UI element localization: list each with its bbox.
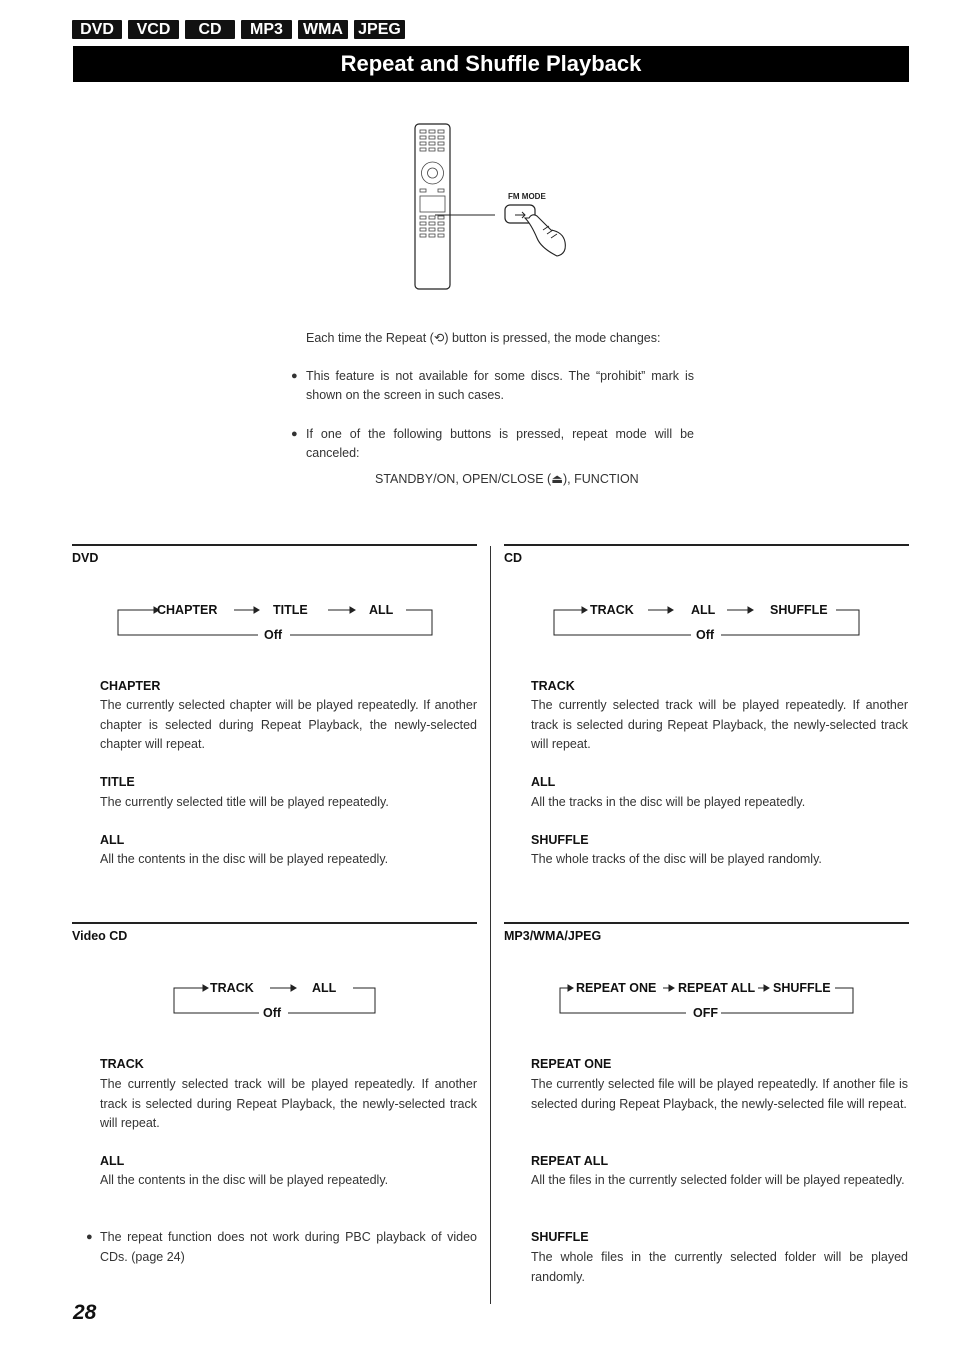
flow-shuffle: SHUFFLE	[770, 603, 828, 617]
tag-cd: CD	[185, 20, 235, 39]
fm-mode-label: FM MODE	[508, 192, 546, 201]
flow-all: ALL	[691, 603, 716, 617]
tag-jpeg: JPEG	[354, 20, 405, 39]
section-rule	[504, 544, 909, 546]
section-heading-dvd: DVD	[72, 551, 99, 565]
flow-title: TITLE	[273, 603, 308, 617]
flow-track: TRACK	[590, 603, 634, 617]
repeat-icon: ⟲	[433, 331, 445, 345]
item-heading: REPEAT ONE	[531, 1057, 612, 1071]
bullet-icon: ●	[86, 1231, 93, 1243]
intro-line: Each time the Repeat (⟲) button is pressed, the mode changes:	[306, 331, 661, 345]
item-heading: ALL	[531, 775, 556, 789]
tag-mp3: MP3	[241, 20, 292, 39]
bullet-icon: ●	[291, 428, 298, 440]
item-heading: REPEAT ALL	[531, 1154, 609, 1168]
item-heading: ALL	[100, 1154, 125, 1168]
cancel-buttons-line: STANDBY/ON, OPEN/CLOSE (⏏), FUNCTION	[375, 472, 639, 486]
page-number: 28	[73, 1301, 97, 1324]
tag-dvd: DVD	[72, 20, 122, 39]
remote-illustration	[405, 118, 585, 298]
flow-repeat-all: REPEAT ALL	[678, 981, 756, 995]
page-title: Repeat and Shuffle Playback	[73, 46, 909, 82]
section-heading-vcd: Video CD	[72, 929, 128, 943]
section-rule	[72, 922, 477, 924]
item-text: The whole files in the currently selected folder will be played randomly.	[531, 1250, 908, 1284]
flow-repeat-one: REPEAT ONE	[576, 981, 657, 995]
section-heading-cd: CD	[504, 551, 523, 565]
item-heading: SHUFFLE	[531, 1230, 589, 1244]
flow-chapter: CHAPTER	[157, 603, 218, 617]
tag-wma: WMA	[298, 20, 348, 39]
item-text: All the tracks in the disc will be played repeatedly.	[531, 795, 806, 809]
item-text: All the contents in the disc will be played repeatedly.	[100, 852, 389, 866]
intro-bullet-1: ● This feature is not available for some discs. The “prohibit” mark is shown on the screen in such cases.	[291, 369, 694, 402]
tag-vcd: VCD	[128, 20, 179, 39]
item-text: The currently selected file will be played repeatedly. If another file is selected during Repeat Playback, the newly-selected file will repeat.	[531, 1077, 908, 1111]
flow-off: Off	[263, 1006, 282, 1020]
flow-off: Off	[264, 628, 283, 642]
item-text: The currently selected track will be played repeatedly. If another track is selected during Repeat Playback, the newly-selected track will repeat.	[100, 1077, 477, 1130]
item-text: All the files in the currently selected folder will be played repeatedly.	[531, 1173, 905, 1187]
item-heading: ALL	[100, 833, 125, 847]
column-divider	[490, 546, 491, 1304]
section-rule	[504, 922, 909, 924]
flow-all: ALL	[369, 603, 394, 617]
intro-bullet-2: ● If one of the following buttons is pressed, repeat mode will be canceled:	[291, 427, 694, 460]
format-tags	[72, 20, 405, 39]
item-text: The whole tracks of the disc will be played randomly.	[531, 852, 822, 866]
section-heading-mp3: MP3/WMA/JPEG	[504, 929, 602, 943]
eject-icon: ⏏	[551, 472, 564, 486]
bullet-icon: ●	[291, 370, 298, 382]
flow-all: ALL	[312, 981, 337, 995]
flow-off: Off	[696, 628, 715, 642]
item-heading: TITLE	[100, 775, 135, 789]
item-heading: TRACK	[531, 679, 575, 693]
section-rule	[72, 544, 477, 546]
vcd-note: ● The repeat function does not work during PBC playback of video CDs. (page 24)	[86, 1230, 477, 1264]
item-heading: SHUFFLE	[531, 833, 589, 847]
item-text: The currently selected track will be played repeatedly. If another track is selected during Repeat Playback, the newly-selected track will repeat.	[531, 698, 908, 751]
item-heading: TRACK	[100, 1057, 144, 1071]
item-text: All the contents in the disc will be played repeatedly.	[100, 1173, 389, 1187]
item-text: The currently selected chapter will be played repeatedly. If another chapter is selected during Repeat Playback, the newly-selected chapter will repeat.	[100, 698, 477, 751]
item-heading: CHAPTER	[100, 679, 161, 693]
flow-track: TRACK	[210, 981, 254, 995]
item-text: The currently selected title will be played repeatedly.	[100, 795, 389, 809]
flow-shuffle: SHUFFLE	[773, 981, 831, 995]
flow-off: OFF	[693, 1006, 718, 1020]
